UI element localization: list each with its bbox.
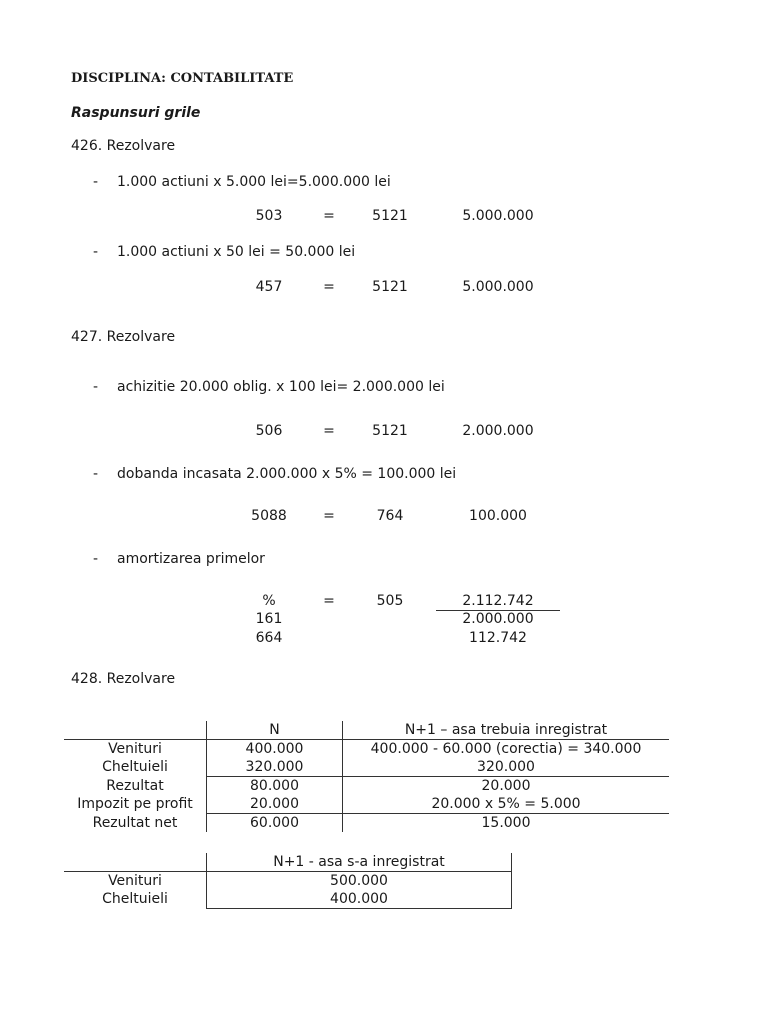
debit-account: %: [262, 593, 276, 609]
credit-account: 5121: [372, 423, 408, 439]
table-row: [64, 758, 669, 777]
table-row: [64, 814, 669, 833]
table-cell: 20.000 x 5% = 5.000: [343, 795, 670, 814]
q427-calc-2: dobanda incasata 2.000.000 x 5% = 100.000 lei: [117, 466, 457, 482]
credit-account: 5121: [372, 279, 408, 295]
sub-amount: 2.000.000: [462, 611, 534, 627]
debit-account: 5088: [251, 508, 287, 524]
entry-amount: 5.000.000: [462, 279, 534, 295]
table-header-cell: N+1 – asa trebuia inregistrat: [343, 721, 670, 740]
table-cell: Cheltuieli: [102, 891, 168, 908]
q427-calc-1: achizitie 20.000 oblig. x 100 lei= 2.000.000 lei: [117, 379, 445, 395]
equals-sign: =: [323, 593, 335, 609]
equals-sign: =: [323, 423, 335, 439]
table-cell: 60.000: [207, 814, 343, 833]
question-426-heading: 426. Rezolvare: [71, 138, 176, 154]
question-427-heading: 427. Rezolvare: [71, 329, 176, 345]
equals-sign: =: [323, 208, 335, 224]
entry-amount: 5.000.000: [462, 208, 534, 224]
table-cell: 400.000: [207, 890, 512, 909]
equals-sign: =: [323, 279, 335, 295]
table-cell: Rezultat net: [92, 814, 178, 831]
credit-account: 505: [376, 593, 404, 609]
table-cell: Venituri: [108, 873, 162, 889]
table-cell: Rezultat: [106, 777, 164, 794]
entry-amount: 2.112.742: [462, 593, 534, 609]
bullet-dash: -: [93, 551, 99, 567]
table-cell: 20.000: [481, 778, 531, 794]
q426-calc-2: 1.000 actiuni x 50 lei = 50.000 lei: [117, 244, 356, 260]
table-cell: 15.000: [481, 815, 531, 831]
bullet-dash: -: [93, 466, 99, 482]
table-header-cell: [64, 853, 207, 872]
table-row: [64, 740, 669, 759]
table-cell: 80.000: [207, 777, 343, 796]
result-table-correct: [64, 721, 669, 832]
table-header-cell: N+1 - asa s-a inregistrat: [207, 853, 512, 872]
table-cell: 400.000 - 60.000 (corectia) = 340.000: [370, 741, 642, 757]
table-row: [64, 777, 669, 796]
table-cell: 320.000: [343, 758, 670, 777]
sub-debit-account: 664: [255, 630, 283, 646]
table-cell: Cheltuieli: [102, 759, 168, 776]
table-cell: Impozit pe profit: [77, 796, 193, 813]
bullet-dash: -: [93, 244, 99, 260]
sub-amount: 112.742: [469, 630, 527, 646]
table-cell: 320.000: [207, 758, 343, 777]
table-cell: 500.000: [207, 872, 512, 891]
document-title: DISCIPLINA: CONTABILITATE: [71, 71, 294, 86]
result-table-recorded: [64, 853, 512, 909]
table-row: [64, 872, 512, 891]
table-cell: Venituri: [108, 741, 162, 757]
table-cell: 400.000: [207, 740, 343, 759]
table-header-row: [64, 853, 512, 872]
q426-calc-1: 1.000 actiuni x 5.000 lei=5.000.000 lei: [117, 174, 391, 190]
entry-amount: 100.000: [469, 508, 527, 524]
bullet-dash: -: [93, 174, 99, 190]
table-header-row: [64, 721, 669, 740]
credit-account: 764: [376, 508, 404, 524]
entry-amount: 2.000.000: [462, 423, 534, 439]
table-row: [64, 890, 512, 909]
equals-sign: =: [323, 508, 335, 524]
table-row: [64, 795, 669, 814]
debit-account: 506: [255, 423, 283, 439]
bullet-dash: -: [93, 379, 99, 395]
question-428-heading: 428. Rezolvare: [71, 671, 176, 687]
credit-account: 5121: [372, 208, 408, 224]
table-cell: 20.000: [207, 795, 343, 814]
debit-account: 457: [255, 279, 283, 295]
sub-debit-account: 161: [255, 611, 283, 627]
table-header-cell: N: [207, 721, 343, 740]
debit-account: 503: [255, 208, 283, 224]
q427-calc-3: amortizarea primelor: [117, 551, 265, 567]
document-subtitle: Raspunsuri grile: [71, 105, 201, 121]
table-header-cell: [64, 721, 207, 740]
